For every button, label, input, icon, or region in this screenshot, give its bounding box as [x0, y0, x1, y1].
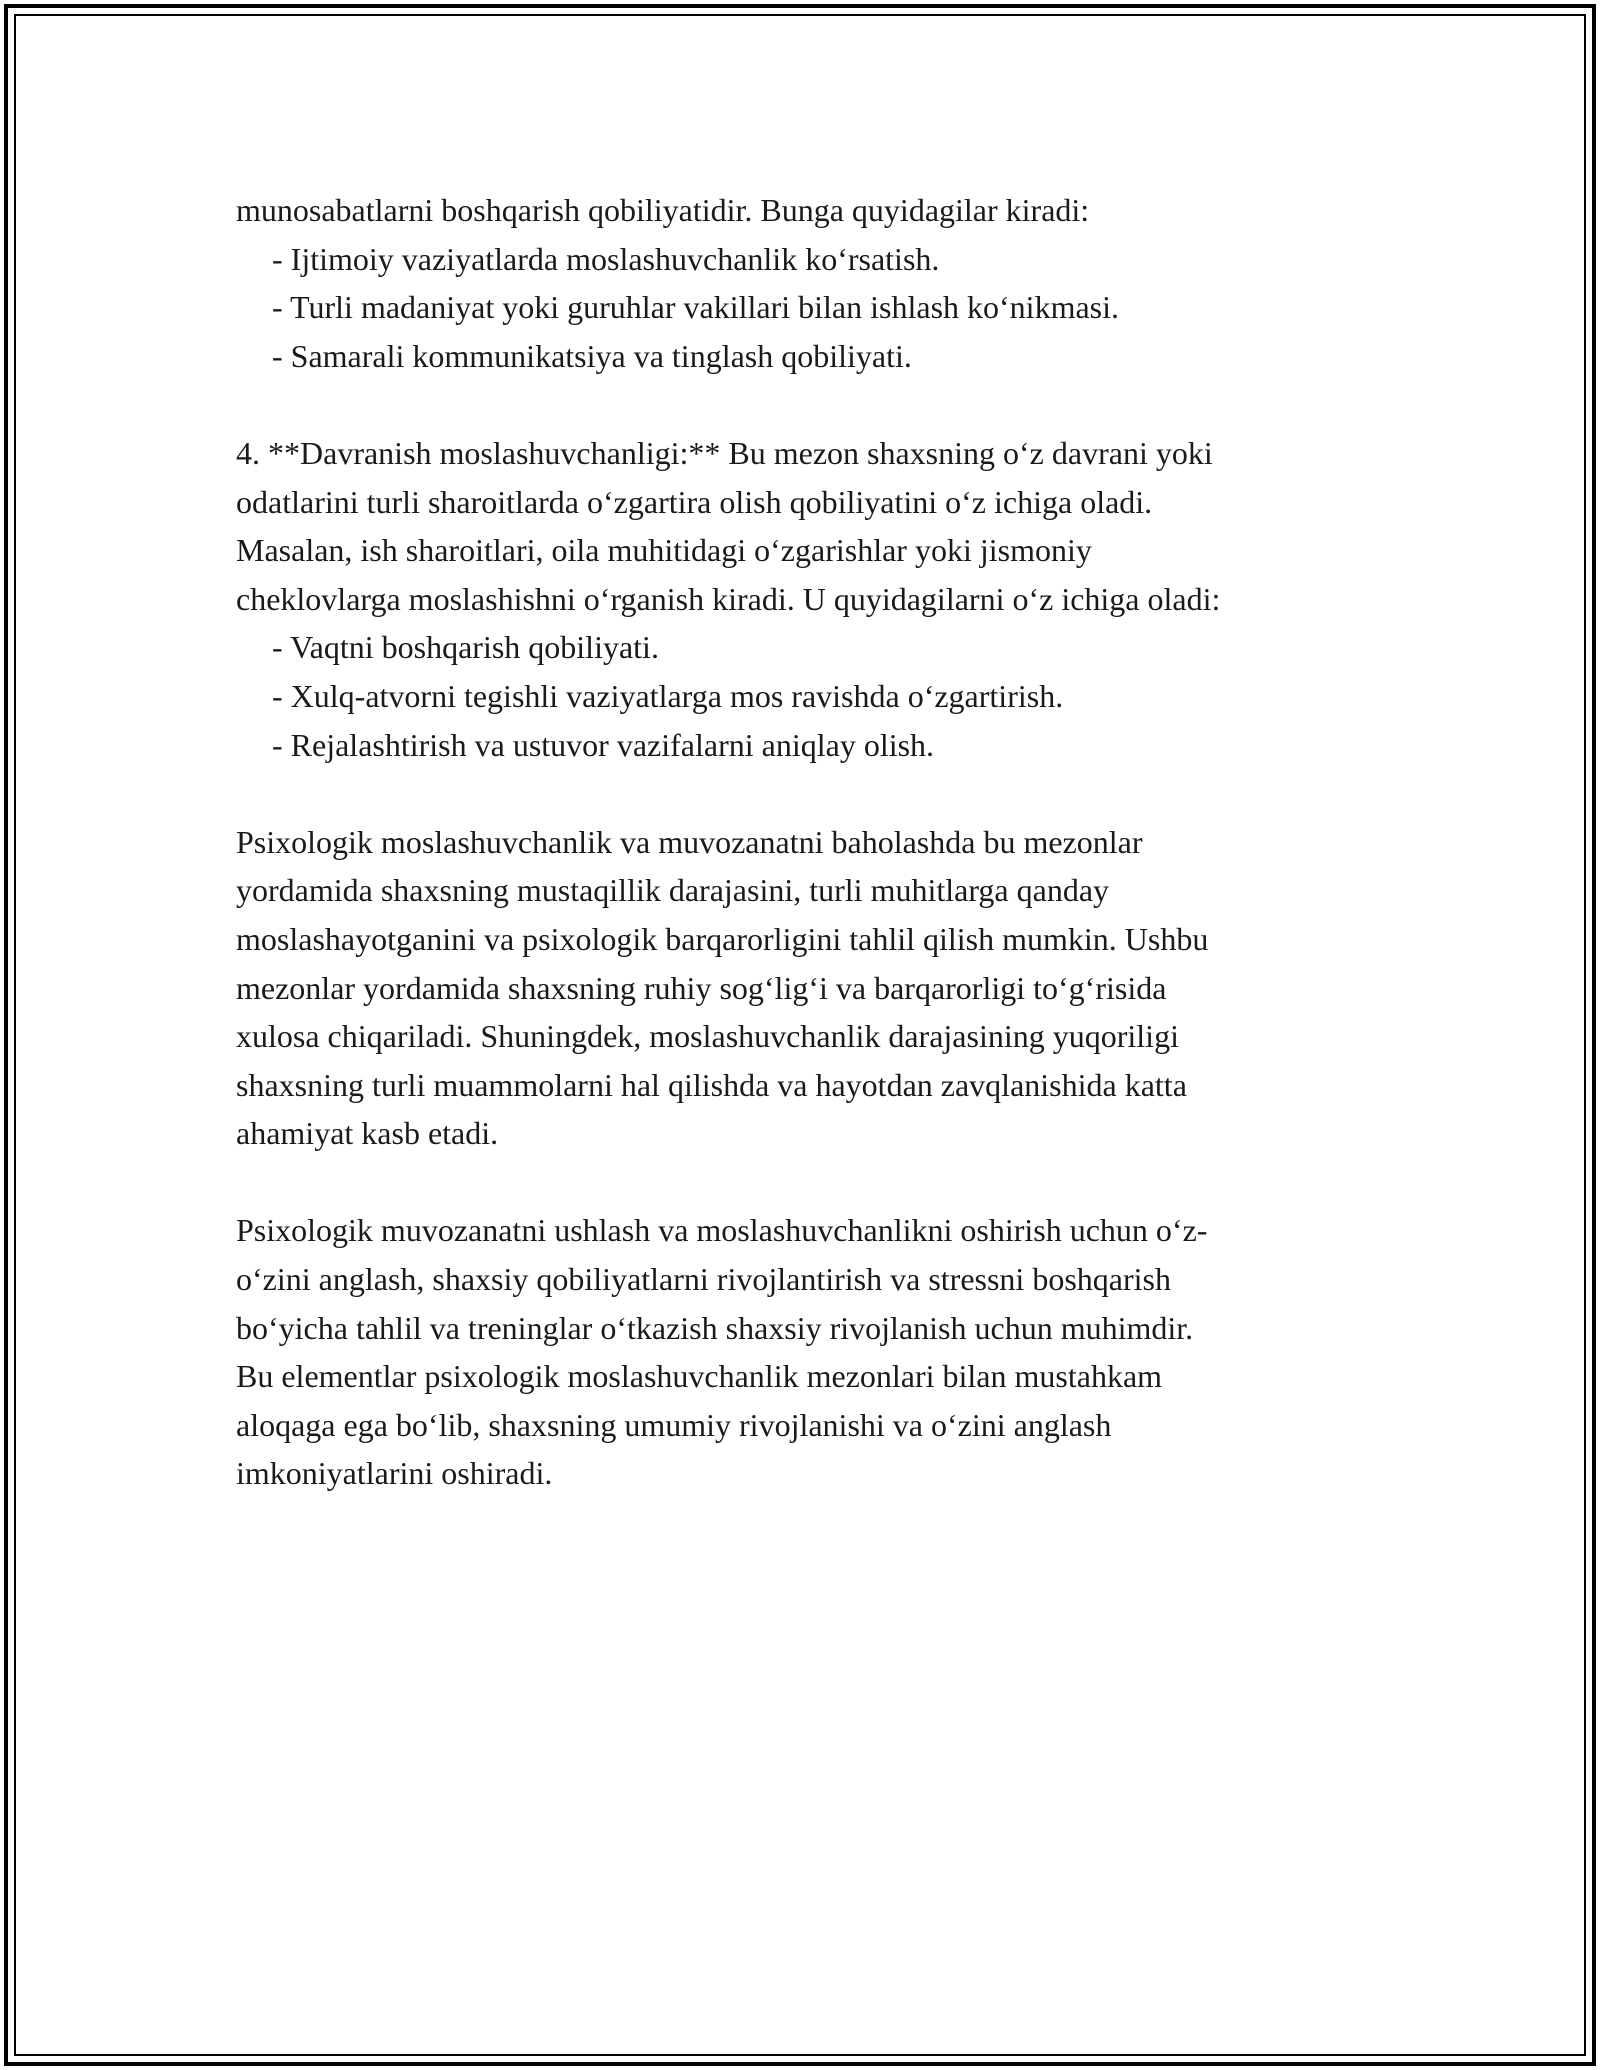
paragraph-spacer	[236, 769, 1386, 818]
paragraph-assessment	[236, 818, 1386, 1158]
paragraph-conclusion	[236, 1206, 1386, 1498]
paragraph-line: bo‘yicha tahlil va treninglar o‘tkazish shaxsiy rivojlanish uchun muhimdir.	[236, 1309, 1194, 1346]
bullet-item: - Vaqtni boshqarish qobiliyati.	[272, 629, 659, 666]
paragraph-line: Psixologik moslashuvchanlik va muvozanatni baholashda bu mezonlar	[236, 823, 1143, 860]
paragraph-line: ahamiyat kasb etadi.	[236, 1115, 499, 1152]
paragraph-line: imkoniyatlarini oshiradi.	[236, 1455, 553, 1492]
paragraph-line: o‘zini anglash, shaxsiy qobiliyatlarni rivojlantirish va stressni boshqarish	[236, 1261, 1171, 1298]
paragraph-spacer	[236, 1158, 1386, 1207]
paragraph-line: Masalan, ish sharoitlari, oila muhitidagi o‘zgarishlar yoki jismoniy	[236, 532, 1092, 569]
bullet-item: - Xulq-atvorni tegishli vaziyatlarga mos ravishda o‘zgartirish.	[272, 677, 1064, 714]
bullet-item: - Ijtimoiy vaziyatlarda moslashuvchanlik ko‘rsatish.	[272, 240, 940, 277]
paragraph-line: odatlarini turli sharoitlarda o‘zgartira olish qobiliyatini o‘z ichiga oladi.	[236, 483, 1153, 520]
paragraph-line: munosabatlarni boshqarish qobiliyatidir. Bunga quyidagilar kiradi:	[236, 192, 1090, 228]
document-body	[236, 186, 1386, 1498]
paragraph-social-adaptability	[236, 186, 1386, 380]
paragraph-line: 4. **Davranish moslashuvchanligi:** Bu mezon shaxsning o‘z davrani yoki	[236, 434, 1213, 471]
paragraph-spacer	[236, 380, 1386, 429]
paragraph-line: Psixologik muvozanatni ushlash va moslashuvchanlikni oshirish uchun o‘z-	[236, 1212, 1208, 1249]
paragraph-line: cheklovlarga moslashishni o‘rganish kiradi. U quyidagilarni o‘z ichiga oladi:	[236, 580, 1221, 617]
paragraph-behavioral-flexibility	[236, 429, 1386, 769]
paragraph-line: yordamida shaxsning mustaqillik darajasini, turli muhitlarga qanday	[236, 872, 1110, 909]
bullet-item: - Samarali kommunikatsiya va tinglash qobiliyati.	[272, 337, 912, 374]
paragraph-line: moslashayotganini va psixologik barqarorligini tahlil qilish mumkin. Ushbu	[236, 920, 1209, 957]
bullet-item: - Rejalashtirish va ustuvor vazifalarni aniqlay olish.	[272, 726, 935, 763]
paragraph-line: Bu elementlar psixologik moslashuvchanlik mezonlari bilan mustahkam	[236, 1358, 1163, 1395]
paragraph-line: xulosa chiqariladi. Shuningdek, moslashuvchanlik darajasining yuqoriligi	[236, 1018, 1179, 1055]
paragraph-line: shaxsning turli muammolarni hal qilishda va hayotdan zavqlanishida katta	[236, 1066, 1187, 1103]
bullet-item: - Turli madaniyat yoki guruhlar vakillari bilan ishlash ko‘nikmasi.	[272, 289, 1119, 326]
paragraph-line: aloqaga ega bo‘lib, shaxsning umumiy rivojlanishi va o‘zini anglash	[236, 1406, 1112, 1443]
paragraph-line: mezonlar yordamida shaxsning ruhiy sog‘lig‘i va barqarorligi to‘g‘risida	[236, 969, 1167, 1006]
